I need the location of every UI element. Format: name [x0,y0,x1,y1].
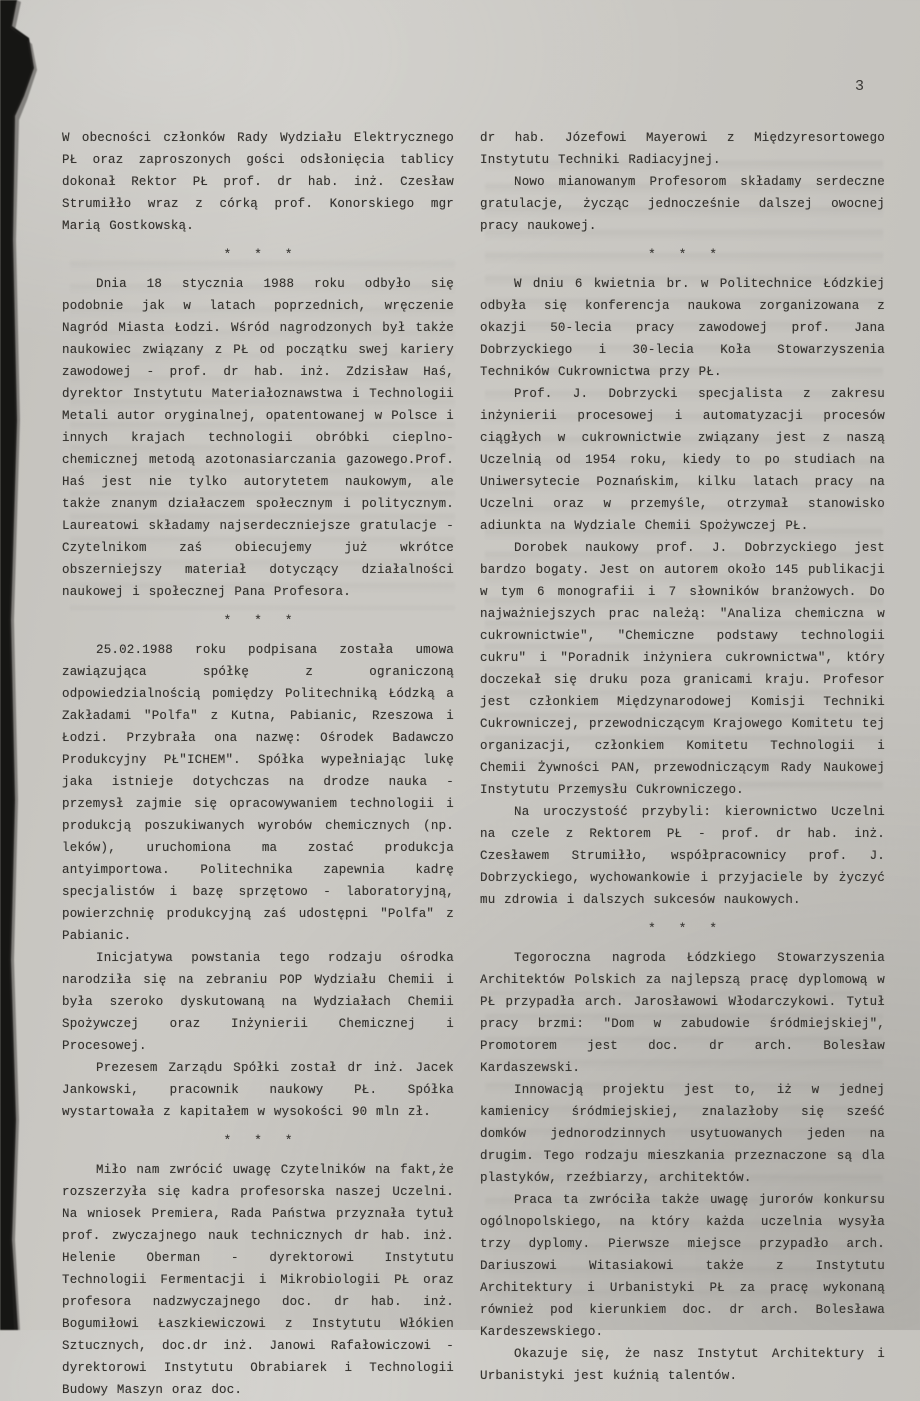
paragraph: dr hab. Józefowi Mayerowi z Międzyresortowego Instytutu Techniki Radiacyjnej. [480,131,885,167]
paragraph: Inicjatywa powstania tego rodzaju ośrodka narodziła się na zebraniu POP Wydziału Chemii i była szeroko dyskutowaną na Wydziałach Chemii Spożywczej oraz Inżynierii Chemicznej i Procesowej. [62,951,454,1053]
section-separator: * * * [647,921,724,936]
paragraph: Tegoroczna nagroda Łódzkiego Stowarzyszenia Architektów Polskich za najlepszą pracę dyplomową w PŁ przypadła arch. Jarosławowi Włodarczykowi. Tytuł pracy brzmi: "Dom w zabudowie śródmiejskiej", Promotorem jest doc. dr arch. Bolesław Kardaszewski. [480,951,885,1075]
paragraph: Prezesem Zarządu Spółki został dr inż. Jacek Jankowski, pracownik naukowy PŁ. Spółka wystartowała z kapitałem w wysokości 90 mln zł. [62,1061,454,1119]
paragraph: Dnia 18 stycznia 1988 roku odbyło się podobnie jak w latach poprzednich, wręczenie Nagród Miasta Łodzi. Wśród nagrodzonych był także naukowiec związany z PŁ od początku swej kariery zawodowej - prof. dr hab. inż. Zdzisław Haś, dyrektor Instytutu Materiałoznawstwa i Technologii Metali autor oryginalnej, opatentowanej w Polsce i innych krajach technologii obróbki cieplno-chemicznej metodą azotonasiarczania gazowego.Prof. Haś jest nie tylko autorytetem naukowym, ale także znanym działaczem społecznym i politycznym. Laureatowi składamy najserdeczniejsze gratulacje - Czytelnikom zaś obiecujemy już wkrótce obszerniejszy materiał dotyczący działalności naukowej i społecznej Pana Profesora. [62,277,454,599]
paragraph: Na uroczystość przybyli: kierownictwo Uczelni na czele z Rektorem PŁ - prof. dr hab. inż. Czesławem Strumiłło, współpracownicy prof. J. Dobrzyckiego, wychowankowie i przyjaciele by życzyć mu zdrowia i dalszych sukcesów naukowych. [480,805,885,907]
section-separator: * * * [223,613,300,628]
paragraph: Dorobek naukowy prof. J. Dobrzyckiego jest bardzo bogaty. Jest on autorem około 145 publikacji w tym 6 monografii i 7 słowników branżowych. Do najważniejszych prac należą: "Analiza chemiczna w cukrownictwie", "Chemiczne podstawy technologii cukru" i "Poradnik inżyniera cukrownictwa", który doczekał się druku poza granicami kraju. Profesor jest członkiem Międzynarodowej Komisji Techniki Cukrowniczej, przewodniczącym Krajowego Komitetu tej organizacji, członkiem Komitetu Technologii i Chemii Żywności PAN, przewodniczącym Rady Naukowej Instytutu Przemysłu Cukrowniczego. [480,541,885,797]
paragraph: Nowo mianowanym Profesorom składamy serdeczne gratulacje, życząc jednocześnie dalszej owocnej pracy naukowej. [480,175,885,233]
left-text-column [62,127,454,1401]
paragraph: Praca ta zwróciła także uwagę jurorów konkursu ogólnopolskiego, na który każda uczelnia wysyła trzy dyplomy. Pierwsze miejsce przypadło arch. Dariuszowi Witasiakowi także z Instytutu Architektury i Urbanistyki PŁ za pracę wykonaną również pod kierunkiem doc. dr arch. Bolesława Kardeszewskiego. [480,1193,885,1339]
right-text-column [480,127,885,1387]
section-separator: * * * [647,247,724,262]
paragraph: W dniu 6 kwietnia br. w Politechnice Łódzkiej odbyła się konferencja naukowa zorganizowana z okazji 50-lecia pracy zawodowej prof. Jana Dobrzyckiego i 30-lecia Koła Stowarzyszenia Techników Cukrownictwa przy PŁ. [480,277,885,379]
paragraph: Prof. J. Dobrzycki specjalista z zakresu inżynierii procesowej i automatyzacji procesów ciągłych w cukrownictwie związany jest z naszą Uczelnią od 1954 roku, kiedy to po studiach na Uniwersytecie Poznańskim, kilku latach pracy na Uczelni oraz w przemyśle, otrzymał stanowisko adiunkta na Wydziale Chemii Spożywczej PŁ. [480,387,885,533]
paragraph: Innowacją projektu jest to, iż w jednej kamienicy śródmiejskiej, znalazłoby się sześć domków jednorodzinnych usytuowanych jeden na drugim. Tego rodzaju mieszkania przeznaczone są dla plastyków, rzeźbiarzy, architektów. [480,1083,885,1185]
page-number: 3 [854,78,864,95]
paragraph: 25.02.1988 roku podpisana została umowa zawiązująca spółkę z ograniczoną odpowiedzialnością pomiędzy Politechniką Łódzką a Zakładami "Polfa" z Kutna, Pabianic, Rzeszowa i Łodzi. Przybrała ona nazwę: Ośrodek Badawczo Produkcyjny PŁ"ICHEM". Spółka wypełniając lukę jaka istnieje dotychczas na drodze nauka - przemysł zajmie się opracowywaniem technologii i produkcją poszukiwanych wyrobów chemicznych (np. leków), uruchomiona ma zostać produkcja antyimportowa. Politechnika zapewnia kadrę specjalistów i bazę sprzętowo - laboratoryjną, powierzchnię produkcyjną zaś udostępni "Polfa" z Pabianic. [62,643,454,943]
scan-edge-artifact [0,0,44,1330]
section-separator: * * * [223,1133,300,1148]
section-separator: * * * [223,247,300,262]
paragraph: Okazuje się, że nasz Instytut Architektury i Urbanistyki jest kuźnią talentów. [480,1347,885,1383]
paragraph: W obecności członków Rady Wydziału Elektrycznego PŁ oraz zaproszonych gości odsłonięcia tablicy dokonał Rektor PŁ prof. dr hab. inż. Czesław Strumiłło wraz z córką prof. Konorskiego mgr Marią Gostkowską. [62,131,454,233]
paragraph: Miło nam zwrócić uwagę Czytelników na fakt,że rozszerzyła się kadra profesorska naszej Uczelni. Na wniosek Premiera, Rada Państwa przyznała tytuł prof. zwyczajnego nauk technicznych dr hab. inż. Helenie Oberman - dyrektorowi Instytutu Technologii Fermentacji i Mikrobiologii PŁ oraz profesora nadzwyczajnego doc. dr hab. inż. Bogumiłowi Łaszkiewiczowi z Instytutu Włókien Sztucznych, doc.dr inż. Janowi Rafałowiczowi - dyrektorowi Instytutu Obrabiarek i Technologii Budowy Maszyn oraz doc. [62,1163,454,1397]
